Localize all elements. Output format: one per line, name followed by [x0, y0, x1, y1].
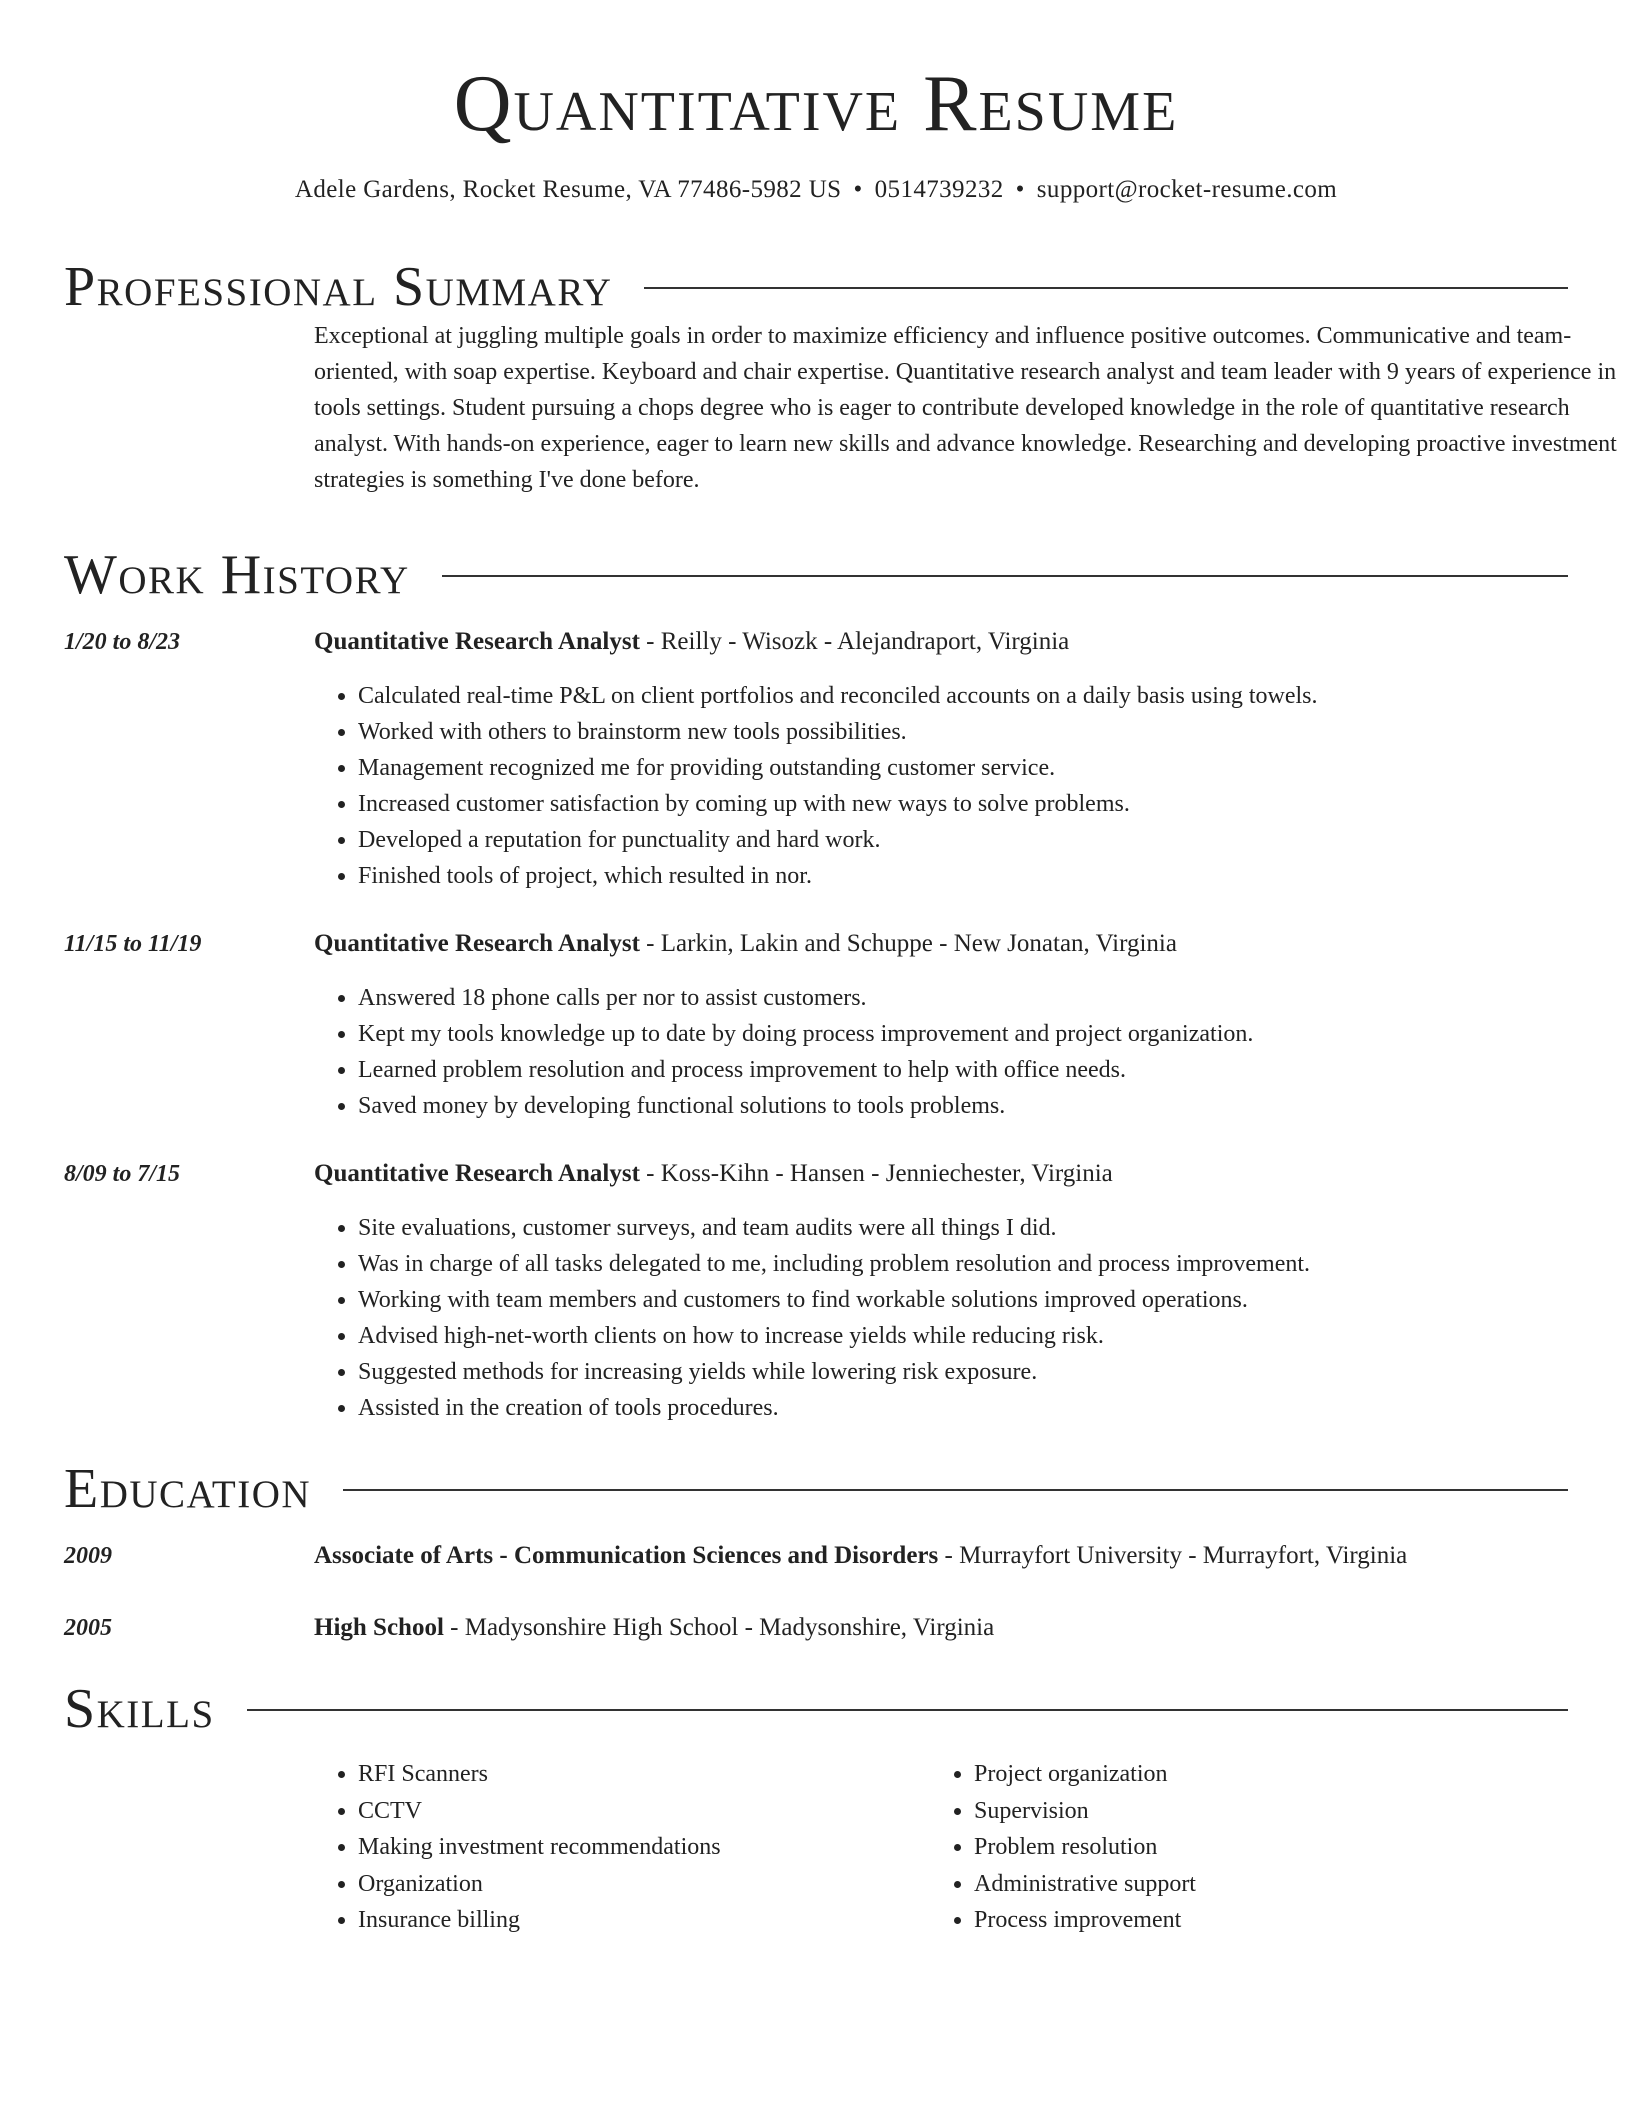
job-bullet: • Calculated real-time P&L on client portfolios and reconciled accounts on a daily basis using towels. [358, 678, 1612, 714]
section-heading: Skills [64, 1678, 215, 1740]
job-dates: 11/15 to 11/19 [64, 931, 202, 957]
job-bullet: • Worked with others to brainstorm new tools possibilities. [358, 714, 1612, 750]
resume-title: Quantitative Resume [453, 60, 1179, 148]
job-bullet: • Learned problem resolution and process improvement to help with office needs. [358, 1052, 1612, 1088]
education-degree: High School [314, 1614, 444, 1641]
education-degree-line [314, 1538, 1407, 1574]
skills-header [64, 1674, 1568, 1744]
job-title: Quantitative Research Analyst [314, 628, 640, 655]
skills-list-right [930, 1756, 1534, 1939]
job-dates: 8/09 to 7/15 [64, 1161, 181, 1187]
summary-section [64, 252, 1617, 493]
summary-header [64, 252, 1568, 322]
section-divider [442, 575, 1568, 577]
job-role [314, 624, 1069, 660]
job-bullet: • Advised high-net-worth clients on how to increase yields while reducing risk. [358, 1318, 1612, 1354]
job-bullets [314, 1210, 1612, 1426]
skills-section [64, 1674, 1568, 1933]
job-bullet: • Saved money by developing functional solutions to tools problems. [358, 1088, 1612, 1124]
job-bullets [314, 980, 1612, 1124]
job-bullet: • Kept my tools knowledge up to date by doing process improvement and project organization. [358, 1016, 1612, 1052]
section-divider [343, 1489, 1568, 1491]
job-title: Quantitative Research Analyst [314, 930, 640, 957]
education-details: - Murrayfort University - Murrayfort, Virginia [938, 1542, 1408, 1569]
section-divider [644, 287, 1568, 289]
work-history-section [64, 540, 1568, 1421]
job-role [314, 1156, 1113, 1192]
skill-item: • Making investment recommendations [358, 1829, 918, 1866]
job-dates: 1/20 to 8/23 [64, 629, 181, 655]
skill-item: • Administrative support [974, 1866, 1534, 1903]
education-section [64, 1454, 1568, 1641]
contact-separator: • [1015, 176, 1025, 203]
summary-text: Exceptional at juggling multiple goals in order to maximize efficiency and influence positive outcomes. Communicative and team-oriented, with soap expertise. Keyboard and chair expertise. Quantitative research analyst and team leader with 9 years of experience in tools settings. Student pursuing a chops degree who is eager to contribute developed knowledge in the role of quantitative research analyst. With hands-on experience, eager to learn new skills and advance knowledge. Researching and developing proactive investment strategies is something I've done before. [314, 323, 1617, 493]
contact-email: support@rocket-resume.com [1036, 176, 1338, 203]
job-bullet: • Working with team members and customers to find workable solutions improved operations. [358, 1282, 1612, 1318]
job-role [314, 926, 1177, 962]
job-details: - Larkin, Lakin and Schuppe - New Jonatan, Virginia [639, 930, 1177, 957]
job-bullet: • Site evaluations, customer surveys, and team audits were all things I did. [358, 1210, 1612, 1246]
contact-separator: • [853, 176, 863, 203]
section-heading: Education [64, 1458, 312, 1520]
job-bullet: • Assisted in the creation of tools procedures. [358, 1390, 1612, 1426]
job-title: Quantitative Research Analyst [314, 1160, 640, 1187]
section-heading: Professional Summary [64, 256, 613, 318]
job-bullet: • Management recognized me for providing outstanding customer service. [358, 750, 1612, 786]
job-details: - Reilly - Wisozk - Alejandraport, Virginia [639, 628, 1070, 655]
education-year: 2009 [64, 1543, 112, 1569]
section-heading: Work History [64, 544, 410, 606]
contact-line [0, 172, 1632, 208]
education-header [64, 1454, 1568, 1524]
education-year: 2005 [64, 1615, 112, 1641]
education-details: - Madysonshire High School - Madysonshire, Virginia [443, 1614, 995, 1641]
job-bullet: • Was in charge of all tasks delegated to me, including problem resolution and process improvement. [358, 1246, 1612, 1282]
job-bullet: • Suggested methods for increasing yields while lowering risk exposure. [358, 1354, 1612, 1390]
education-degree-line [314, 1610, 994, 1646]
skill-item: • Supervision [974, 1793, 1534, 1830]
job-details: - Koss-Kihn - Hansen - Jenniechester, Virginia [639, 1160, 1113, 1187]
skill-item: • Organization [358, 1866, 918, 1903]
job-bullet: • Increased customer satisfaction by coming up with new ways to solve problems. [358, 786, 1612, 822]
job-bullets [314, 678, 1612, 894]
contact-address: Adele Gardens, Rocket Resume, VA 77486-5982 US [294, 176, 842, 203]
skill-item: • Process improvement [974, 1902, 1534, 1939]
skill-item: • Insurance billing [358, 1902, 918, 1939]
contact-phone: 0514739232 [874, 176, 1004, 203]
section-divider [247, 1709, 1568, 1711]
skill-item: • CCTV [358, 1793, 918, 1830]
skill-item: • Project organization [974, 1756, 1534, 1793]
education-degree: Associate of Arts - Communication Sciences and Disorders [314, 1542, 939, 1569]
job-bullet: • Developed a reputation for punctuality and hard work. [358, 822, 1612, 858]
skill-item: • RFI Scanners [358, 1756, 918, 1793]
skills-list-left [314, 1756, 918, 1939]
job-bullet: • Answered 18 phone calls per nor to assist customers. [358, 980, 1612, 1016]
job-bullet: • Finished tools of project, which resulted in nor. [358, 858, 1612, 894]
work-history-header [64, 540, 1568, 610]
skill-item: • Problem resolution [974, 1829, 1534, 1866]
